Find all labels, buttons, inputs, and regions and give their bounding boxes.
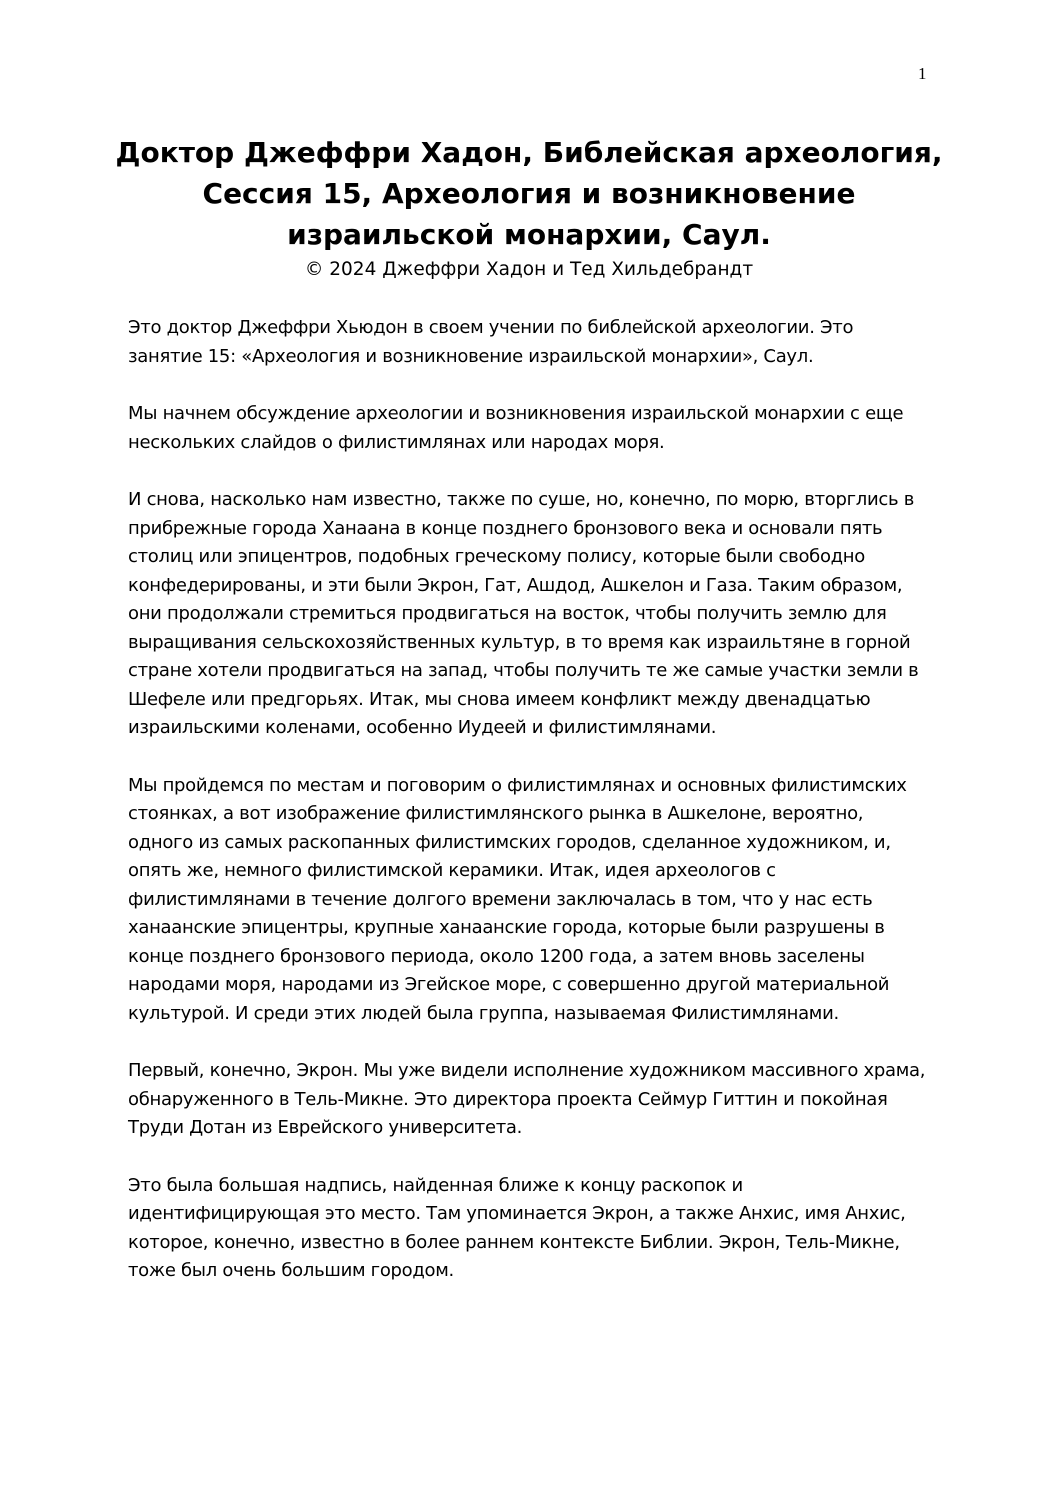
title-line-3: израильской монархии, Саул. (287, 218, 771, 251)
body-text (128, 314, 928, 1315)
title-block (100, 132, 958, 285)
page-number: 1 (918, 64, 927, 83)
paragraph-6: Это была большая надпись, найденная ближе к концу раскопок и идентифицирующая это место. Там упоминается Экрон, а также Анхис, имя Анхис, которое, конечно, известно в более раннем контексте Библии. Экрон, Тель-Микне, тоже был очень большим городом. (128, 1174, 906, 1281)
paragraph-2: Мы начнем обсуждение археологии и возникновения израильской монархии с еще нескольких слайдов о филистимлянах или народах моря. (128, 403, 904, 453)
title-line-1: Доктор Джеффри Хадон, Библейская археология, (115, 136, 943, 169)
paragraph-5: Первый, конечно, Экрон. Мы уже видели исполнение художником массивного храма, обнаруженного в Тель-Микне. Это директора проекта Сеймур Гиттин и покойная Труди Дотан из Еврейского университета. (128, 1060, 926, 1138)
paragraph-4: Мы пройдемся по местам и поговорим о филистимлянах и основных филистимских стоянках, а вот изображение филистимлянского рынка в Ашкелоне, вероятно, одного из самых раскопанных филистимских городов, сделанное художником, и, опять же, немного филистимской керамики. Итак, идея археологов с филистимлянами в течение долгого времени заключалась в том, что у нас есть ханаанские эпицентры, крупные ханаанские города, которые были разрушены в конце позднего бронзового периода, около 1200 года, а затем вновь заселены народами моря, народами из Эгейское море, с совершенно другой материальной культурой. И среди этих людей была группа, называемая Филистимлянами. (128, 774, 907, 1024)
copyright-line: © 2024 Джеффри Хадон и Тед Хильдебрандт (304, 259, 754, 280)
paragraph-3: И снова, насколько нам известно, также по суше, но, конечно, по морю, вторглись в прибрежные города Ханаана в конце позднего бронзового века и основали пять столиц или эпицентров, подобных греческому полису, которые были свободно конфедерированы, и эти были Экрон, Гат, Ашдод, Ашкелон и Газа. Таким образом, они продолжали стремиться продвигаться на восток, чтобы получить землю для выращивания сельскохозяйственных культур, в то время как израильтяне в горной стране хотели продвигаться на запад, чтобы получить те же самые участки земли в Шефеле или предгорьях. Итак, мы снова имеем конфликт между двенадцатью израильскими коленами, особенно Иудеей и филистимлянами. (128, 489, 919, 738)
paragraph-1: Это доктор Джеффри Хьюдон в своем учении по библейской археологии. Это занятие 15: «Археология и возникновение израильской монархии», Саул. (128, 317, 854, 367)
title-line-2: Сессия 15, Археология и возникновение (202, 177, 856, 210)
